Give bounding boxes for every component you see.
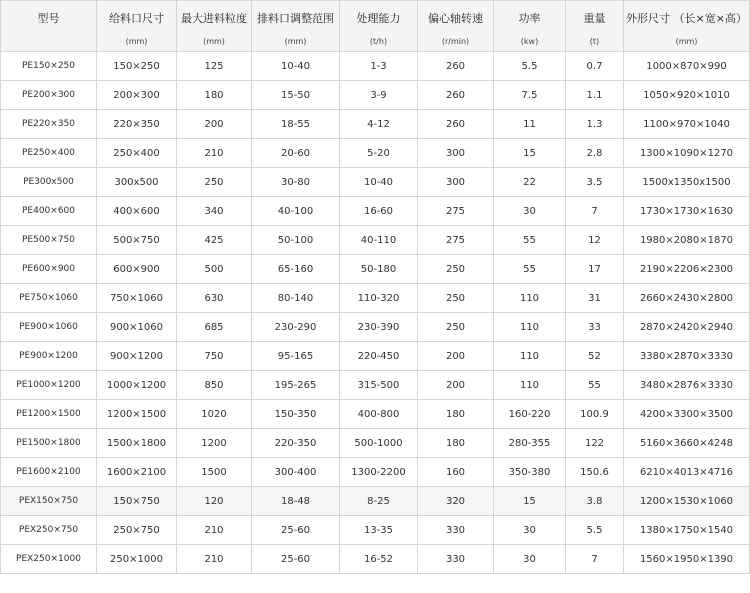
cell-feed-opening: 300x500 [97,168,177,197]
cell-discharge-range: 25-60 [252,545,340,574]
cell-eccentric-speed: 250 [418,284,494,313]
table-row [1,197,750,226]
table-row [1,226,750,255]
cell-model: PE1200×1500 [1,400,97,429]
cell-max-feed-size: 750 [177,342,252,371]
header-label: 排料口调整范围 [257,12,334,25]
cell-feed-opening: 750×1060 [97,284,177,313]
header-unit: (mm) [284,37,307,46]
header-unit: (mm) [203,37,225,46]
cell-power: 110 [494,284,566,313]
cell-weight: 31 [566,284,624,313]
header-label: 型号 [37,12,60,25]
cell-discharge-range: 40-100 [252,197,340,226]
cell-model: PE300x500 [1,168,97,197]
cell-capacity: 220-450 [340,342,418,371]
cell-eccentric-speed: 200 [418,371,494,400]
cell-max-feed-size: 210 [177,139,252,168]
cell-power: 30 [494,197,566,226]
cell-model: PE600×900 [1,255,97,284]
cell-capacity: 5-20 [340,139,418,168]
cell-feed-opening: 400×600 [97,197,177,226]
cell-weight: 122 [566,429,624,458]
cell-power: 110 [494,371,566,400]
cell-discharge-range: 15-50 [252,81,340,110]
header-label: 给料口尺寸 [109,12,164,25]
cell-discharge-range: 230-290 [252,313,340,342]
table-row [1,429,750,458]
cell-model: PE900×1060 [1,313,97,342]
cell-discharge-range: 195-265 [252,371,340,400]
cell-overall-dimensions: 1200×1530×1060 [624,487,750,516]
cell-max-feed-size: 250 [177,168,252,197]
header-capacity [340,1,418,52]
table-row [1,81,750,110]
cell-feed-opening: 250×750 [97,516,177,545]
cell-capacity: 110-320 [340,284,418,313]
cell-discharge-range: 300-400 [252,458,340,487]
cell-power: 55 [494,255,566,284]
cell-discharge-range: 80-140 [252,284,340,313]
cell-power: 55 [494,226,566,255]
header-unit: (t/h) [369,37,388,46]
cell-weight: 52 [566,342,624,371]
cell-overall-dimensions: 3480×2876×3330 [624,371,750,400]
cell-feed-opening: 1600×2100 [97,458,177,487]
cell-eccentric-speed: 275 [418,226,494,255]
cell-weight: 33 [566,313,624,342]
table-row [1,168,750,197]
cell-discharge-range: 220-350 [252,429,340,458]
cell-max-feed-size: 1200 [177,429,252,458]
cell-max-feed-size: 340 [177,197,252,226]
cell-power: 110 [494,313,566,342]
cell-power: 30 [494,545,566,574]
cell-model: PE1000×1200 [1,371,97,400]
cell-discharge-range: 50-100 [252,226,340,255]
cell-eccentric-speed: 250 [418,255,494,284]
cell-max-feed-size: 120 [177,487,252,516]
header-unit: (mm) [675,37,698,46]
cell-capacity: 500-1000 [340,429,418,458]
table-row [1,458,750,487]
cell-power: 7.5 [494,81,566,110]
table-row [1,110,750,139]
cell-model: PE400×600 [1,197,97,226]
header-eccentric-speed [418,1,494,52]
cell-weight: 3.8 [566,487,624,516]
cell-capacity: 16-60 [340,197,418,226]
cell-capacity: 10-40 [340,168,418,197]
cell-feed-opening: 900×1200 [97,342,177,371]
cell-overall-dimensions: 1300×1090×1270 [624,139,750,168]
cell-capacity: 50-180 [340,255,418,284]
cell-weight: 2.8 [566,139,624,168]
header-feed-opening [97,1,177,52]
cell-discharge-range: 18-55 [252,110,340,139]
cell-feed-opening: 600×900 [97,255,177,284]
cell-power: 15 [494,139,566,168]
cell-max-feed-size: 125 [177,52,252,81]
cell-model: PEX150×750 [1,487,97,516]
cell-model: PE750×1060 [1,284,97,313]
cell-feed-opening: 200×300 [97,81,177,110]
cell-discharge-range: 150-350 [252,400,340,429]
cell-capacity: 400-800 [340,400,418,429]
header-unit: (mm) [125,37,148,46]
cell-feed-opening: 1000×1200 [97,371,177,400]
cell-max-feed-size: 425 [177,226,252,255]
cell-eccentric-speed: 300 [418,168,494,197]
header-weight [566,1,624,52]
cell-max-feed-size: 1500 [177,458,252,487]
table-row [1,284,750,313]
cell-weight: 55 [566,371,624,400]
table-row [1,400,750,429]
cell-discharge-range: 25-60 [252,516,340,545]
table-row [1,313,750,342]
header-label: 外形尺寸 （长×宽×高） [626,12,747,25]
cell-model: PE250×400 [1,139,97,168]
cell-overall-dimensions: 2870×2420×2940 [624,313,750,342]
cell-discharge-range: 30-80 [252,168,340,197]
header-power [494,1,566,52]
cell-weight: 12 [566,226,624,255]
cell-overall-dimensions: 1100×970×1040 [624,110,750,139]
cell-overall-dimensions: 1380×1750×1540 [624,516,750,545]
cell-power: 11 [494,110,566,139]
cell-discharge-range: 20-60 [252,139,340,168]
cell-power: 15 [494,487,566,516]
cell-eccentric-speed: 320 [418,487,494,516]
cell-eccentric-speed: 250 [418,313,494,342]
cell-capacity: 1-3 [340,52,418,81]
header-discharge-range [252,1,340,52]
cell-weight: 150.6 [566,458,624,487]
cell-feed-opening: 900×1060 [97,313,177,342]
header-unit: (t) [589,37,600,46]
cell-weight: 3.5 [566,168,624,197]
cell-capacity: 230-390 [340,313,418,342]
cell-overall-dimensions: 1050×920×1010 [624,81,750,110]
cell-capacity: 1300-2200 [340,458,418,487]
cell-max-feed-size: 210 [177,516,252,545]
cell-eccentric-speed: 160 [418,458,494,487]
cell-weight: 100.9 [566,400,624,429]
cell-overall-dimensions: 1560×1950×1390 [624,545,750,574]
cell-weight: 7 [566,197,624,226]
cell-max-feed-size: 500 [177,255,252,284]
cell-overall-dimensions: 6210×4013×4716 [624,458,750,487]
cell-eccentric-speed: 260 [418,81,494,110]
table-body [1,52,750,574]
cell-feed-opening: 500×750 [97,226,177,255]
cell-capacity: 13-35 [340,516,418,545]
header-overall-dimensions [624,1,750,52]
cell-weight: 1.1 [566,81,624,110]
header-unit: (r/min) [441,37,470,46]
header-label: 处理能力 [356,12,401,25]
cell-max-feed-size: 630 [177,284,252,313]
cell-max-feed-size: 210 [177,545,252,574]
cell-discharge-range: 18-48 [252,487,340,516]
table-row [1,545,750,574]
cell-discharge-range: 65-160 [252,255,340,284]
cell-model: PE150×250 [1,52,97,81]
cell-max-feed-size: 1020 [177,400,252,429]
cell-feed-opening: 250×400 [97,139,177,168]
cell-model: PE1600×2100 [1,458,97,487]
cell-feed-opening: 220×350 [97,110,177,139]
cell-max-feed-size: 850 [177,371,252,400]
cell-power: 30 [494,516,566,545]
cell-feed-opening: 1200×1500 [97,400,177,429]
cell-power: 160-220 [494,400,566,429]
cell-power: 22 [494,168,566,197]
table-row [1,139,750,168]
cell-weight: 5.5 [566,516,624,545]
cell-max-feed-size: 180 [177,81,252,110]
cell-overall-dimensions: 1500x1350x1500 [624,168,750,197]
table-row [1,52,750,81]
cell-overall-dimensions: 1000×870×990 [624,52,750,81]
cell-capacity: 8-25 [340,487,418,516]
cell-feed-opening: 1500×1800 [97,429,177,458]
header-model [1,1,97,52]
cell-feed-opening: 150×750 [97,487,177,516]
table-row [1,255,750,284]
cell-max-feed-size: 200 [177,110,252,139]
cell-power: 280-355 [494,429,566,458]
cell-eccentric-speed: 180 [418,429,494,458]
header-unit: (kw) [520,37,539,46]
cell-model: PE500×750 [1,226,97,255]
cell-eccentric-speed: 260 [418,110,494,139]
cell-model: PE1500×1800 [1,429,97,458]
cell-max-feed-size: 685 [177,313,252,342]
cell-eccentric-speed: 200 [418,342,494,371]
cell-model: PE900×1200 [1,342,97,371]
cell-overall-dimensions: 4200×3300×3500 [624,400,750,429]
cell-capacity: 3-9 [340,81,418,110]
table-row [1,371,750,400]
cell-feed-opening: 150×250 [97,52,177,81]
cell-model: PE200×300 [1,81,97,110]
cell-power: 350-380 [494,458,566,487]
cell-eccentric-speed: 180 [418,400,494,429]
cell-eccentric-speed: 330 [418,516,494,545]
cell-eccentric-speed: 275 [418,197,494,226]
table-row [1,516,750,545]
cell-weight: 17 [566,255,624,284]
cell-weight: 0.7 [566,52,624,81]
cell-capacity: 315-500 [340,371,418,400]
cell-overall-dimensions: 2190×2206×2300 [624,255,750,284]
cell-overall-dimensions: 3380×2870×3330 [624,342,750,371]
cell-weight: 1.3 [566,110,624,139]
cell-capacity: 16-52 [340,545,418,574]
cell-capacity: 4-12 [340,110,418,139]
cell-model: PEX250×1000 [1,545,97,574]
cell-feed-opening: 250×1000 [97,545,177,574]
cell-weight: 7 [566,545,624,574]
cell-power: 110 [494,342,566,371]
cell-overall-dimensions: 5160×3660×4248 [624,429,750,458]
cell-overall-dimensions: 1980×2080×1870 [624,226,750,255]
cell-eccentric-speed: 300 [418,139,494,168]
header-label: 重量 [583,12,606,25]
header-label: 功率 [518,12,541,25]
header-label: 偏心轴转速 [428,12,483,25]
header-label: 最大进料粒度 [181,12,247,25]
cell-discharge-range: 10-40 [252,52,340,81]
cell-model: PE220×350 [1,110,97,139]
cell-discharge-range: 95-165 [252,342,340,371]
table-row [1,342,750,371]
cell-eccentric-speed: 330 [418,545,494,574]
cell-model: PEX250×750 [1,516,97,545]
cell-capacity: 40-110 [340,226,418,255]
table-row [1,487,750,516]
cell-overall-dimensions: 2660×2430×2800 [624,284,750,313]
cell-eccentric-speed: 260 [418,52,494,81]
header-row [1,1,750,52]
header-max-feed-size [177,1,252,52]
cell-overall-dimensions: 1730×1730×1630 [624,197,750,226]
cell-power: 5.5 [494,52,566,81]
